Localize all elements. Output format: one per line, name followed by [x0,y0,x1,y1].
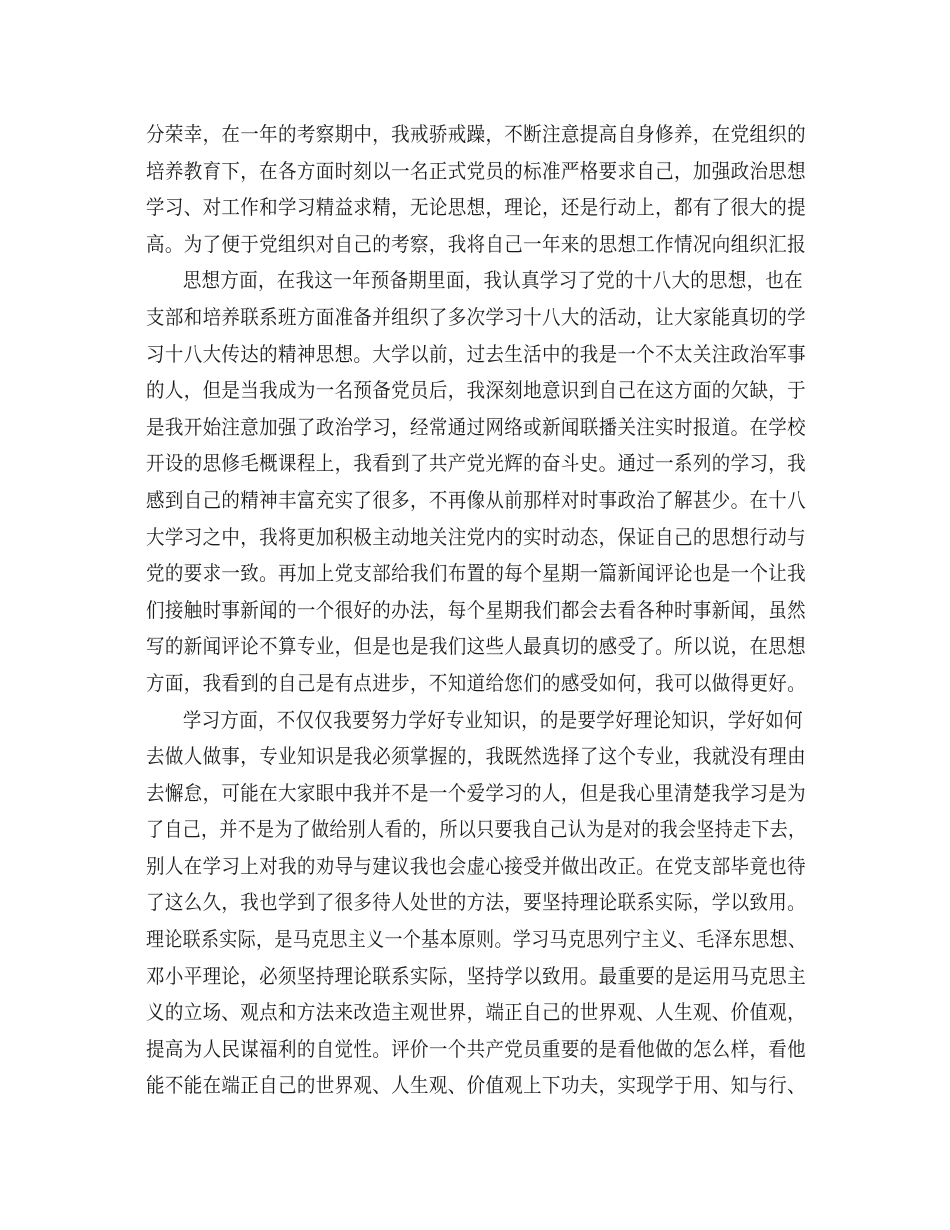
paragraph-first-line: 学习方面，不仅仅我要努力学好专业知识，的是要学好理论知识，学好如何 [182,707,804,732]
text-line: 分荣幸，在一年的考察期中，我戒骄戒躁，不断注意提高自身修养，在党组织的 [146,122,807,146]
text-line: 提高为人民谋福利的自觉性。评价一个共产党员重要的是看他做的怎么样，看他 [146,1036,807,1061]
text-line: 了自己，并不是为了做给别人看的，所以只要我自己认为是对的我会坚持走下去， [146,817,807,842]
text-line: 的人，但是当我成为一名预备党员后，我深刻地意识到自己在这方面的欠缺，于 [146,378,807,403]
text-line: 能不能在端正自己的世界观、人生观、价值观上下功夫，实现学于用、知与行、 [146,1073,807,1098]
text-line: 大学习之中，我将更加积极主动地关注党内的实时动态，保证自己的思想行动与 [146,524,807,549]
paragraph-first-line: 思想方面，在我这一年预备期里面，我认真学习了党的十八大的思想，也在 [182,268,804,293]
text-line: 培养教育下，在各方面时刻以一名正式党员的标准严格要求自己，加强政治思想 [146,158,807,183]
text-line: 邓小平理论，必须坚持理论联系实际，坚持学以致用。最重要的是运用马克思主 [146,963,807,988]
text-line: 感到自己的精神丰富充实了很多，不再像从前那样对时事政治了解甚少。在十八 [146,487,807,512]
text-line: 理论联系实际，是马克思主义一个基本原则。学习马克思列宁主义、毛泽东思想、 [146,927,807,952]
text-line: 了这么久，我也学到了很多待人处世的方法，要坚持理论联系实际，学以致用。 [146,890,807,915]
text-line: 别人在学习上对我的劝导与建议我也会虚心接受并做出改正。在党支部毕竟也待 [146,853,807,878]
document-body [146,116,806,1104]
text-line: 习十八大传达的精神思想。大学以前，过去生活中的我是一个不太关注政治军事 [146,341,807,366]
text-line: 高。为了便于党组织对自己的考察，我将自己一年来的思想工作情况向组织汇报 [146,231,807,256]
text-line: 党的要求一致。再加上党支部给我们布置的每个星期一篇新闻评论也是一个让我 [146,561,807,586]
text-line: 义的立场、观点和方法来改造主观世界，端正自己的世界观、人生观、价值观， [146,1000,807,1025]
text-line: 是我开始注意加强了政治学习，经常通过网络或新闻联播关注实时报道。在学校 [146,414,807,439]
text-line: 支部和培养联系班方面准备并组织了多次学习十八大的活动，让大家能真切的学 [146,304,807,329]
text-line: 去做人做事，专业知识是我必须掌握的，我既然选择了这个专业，我就没有理由 [146,744,807,769]
text-line: 方面，我看到的自己是有点进步，不知道给您们的感受如何，我可以做得更好。 [146,670,807,695]
text-line: 去懈怠，可能在大家眼中我并不是一个爱学习的人，但是我心里清楚我学习是为 [146,780,807,805]
text-line: 们接触时事新闻的一个很好的办法，每个星期我们都会去看各种时事新闻，虽然 [146,597,807,622]
text-line: 学习、对工作和学习精益求精，无论思想，理论，还是行动上，都有了很大的提 [146,195,807,220]
text-line: 开设的思修毛概课程上，我看到了共产党光辉的奋斗史。通过一系列的学习，我 [146,451,807,476]
text-line: 写的新闻评论不算专业，但是也是我们这些人最真切的感受了。所以说，在思想 [146,634,807,659]
